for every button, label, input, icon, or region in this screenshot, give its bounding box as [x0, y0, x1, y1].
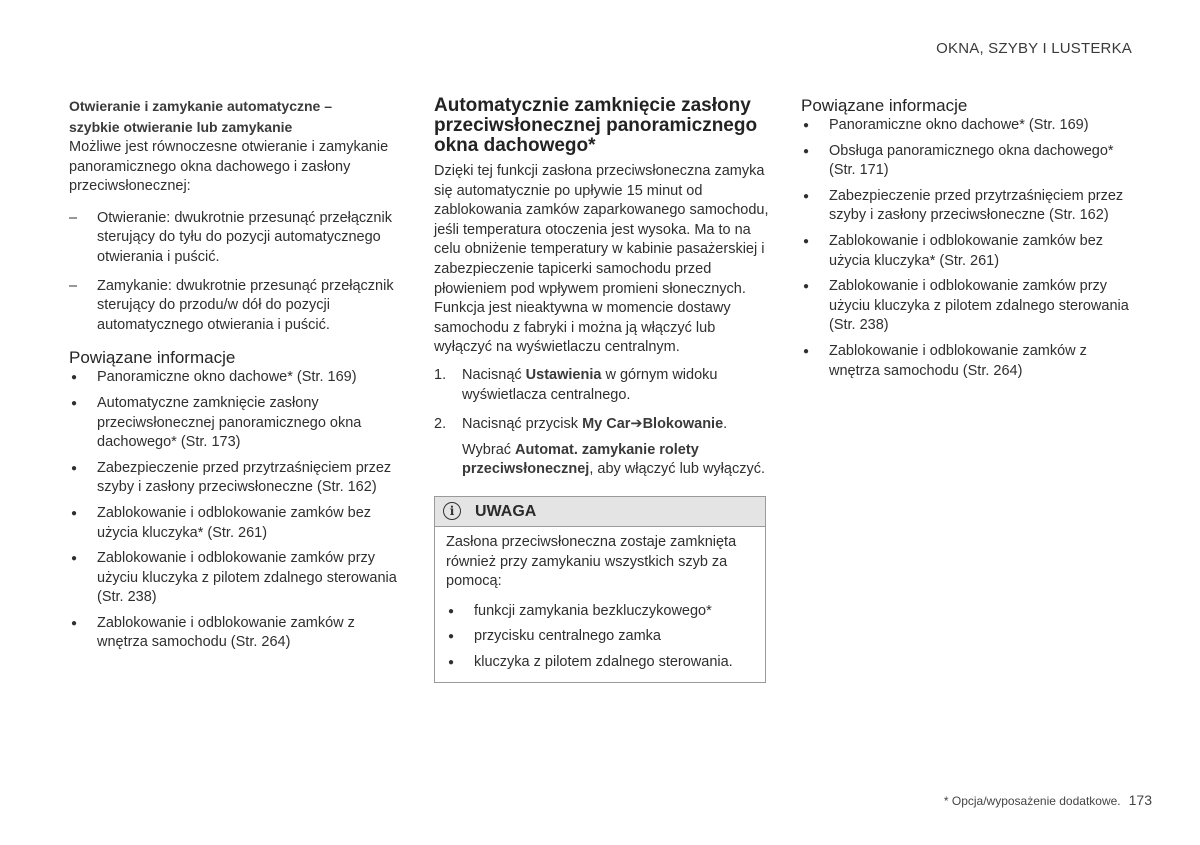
related-link[interactable]: Zablokowanie i odblokowanie zamków przy użyciu kluczyka z pilotem zdalnego sterowania (Str. 238): [97, 550, 397, 606]
list-item[interactable]: [69, 459, 409, 498]
section-title-line: przeciwsłonecznej panoramicznego: [434, 115, 758, 136]
footnote: * Opcja/wyposażenie dodatkowe.: [943, 794, 1121, 808]
section-title-line: Automatycznie zamknięcie zasłony: [434, 95, 751, 116]
note-body: [435, 527, 765, 683]
list-item-text: Otwieranie: dwukrotnie przesunąć przełącznik sterujący do tyłu do pozycji automatycznego otwierania i puścić.: [97, 209, 392, 265]
list-item: [446, 653, 753, 673]
page-footer: [944, 792, 1152, 808]
bullet-icon: ●: [448, 631, 455, 643]
bullet-icon: ●: [71, 372, 78, 384]
related-link[interactable]: Automatyczne zamknięcie zasłony przeciwsłonecznej panoramicznego okna dachowego* (Str. 173): [97, 394, 362, 451]
list-item[interactable]: [801, 187, 1141, 226]
bullet-icon: ●: [71, 507, 78, 519]
dash-list: [69, 209, 409, 336]
subsection-heading-line: Otwieranie i zamykanie automatyczne –: [69, 98, 332, 114]
subsection-heading: [69, 96, 409, 138]
related-link[interactable]: Zablokowanie i odblokowanie zamków z wnętrza samochodu (Str. 264): [829, 342, 1087, 379]
bullet-icon: ●: [71, 553, 78, 565]
related-link[interactable]: Zabezpieczenie przed przytrzaśnięciem przez szyby i zasłony przeciwsłoneczne (Str. 162): [829, 187, 1124, 224]
bullet-icon: ●: [71, 617, 78, 629]
bullet-icon: ●: [803, 345, 810, 357]
related-info-list: [801, 116, 1141, 381]
section-title-line: okna dachowego*: [434, 135, 596, 156]
bullet-icon: ●: [803, 235, 810, 247]
step-text: .: [723, 416, 728, 433]
list-item[interactable]: [801, 116, 1141, 136]
step-substep: [434, 441, 774, 480]
step-number: 2.: [434, 416, 447, 433]
dash-mark: –: [69, 277, 78, 294]
list-item-text: przycisku centralnego zamka: [474, 628, 661, 645]
section-header: OKNA, SZYBY I LUSTERKA: [936, 40, 1132, 57]
related-link[interactable]: Zablokowanie i odblokowanie zamków bez użycia kluczyka* (Str. 261): [97, 504, 372, 541]
list-item[interactable]: [69, 504, 409, 543]
right-column: [801, 96, 1141, 387]
bullet-icon: ●: [448, 656, 455, 668]
list-item: [69, 277, 409, 336]
list-item[interactable]: [801, 342, 1141, 381]
availability-paragraph: Funkcja jest nieaktywna w momencie dostawy samochodu z fabryki i można ją włączyć lub wyłączyć na wyświetlaczu centralnym.: [434, 300, 731, 356]
bullet-icon: ●: [803, 281, 810, 293]
bullet-icon: ●: [448, 605, 455, 617]
related-link[interactable]: Panoramiczne okno dachowe* (Str. 169): [97, 369, 357, 386]
list-item[interactable]: [801, 232, 1141, 271]
bullet-icon: ●: [803, 145, 810, 157]
list-item[interactable]: [69, 394, 409, 453]
auto-close-option-label: Automat. zamykanie rolety przeciwsłonecznej: [462, 441, 699, 478]
description-paragraph: Dzięki tej funkcji zasłona przeciwsłoneczna zamyka się automatycznie po upływie 15 minut od zablokowania zamków zaparkowanego samochodu, jeśli temperatura otoczenia jest wysoka. Ma to na celu obniżenie temperatury w kabinie pasażerskiej i zabezpieczenie tapicerki samochodu przed płowieniem pod wpływem promieni słonecznych.: [434, 163, 769, 297]
list-item[interactable]: [69, 549, 409, 608]
step-text: Wybrać: [462, 441, 516, 458]
dash-mark: –: [69, 209, 78, 226]
list-item[interactable]: [69, 368, 409, 388]
my-car-menu-label: My Car: [582, 416, 631, 433]
list-item: [69, 209, 409, 268]
related-link[interactable]: Zablokowanie i odblokowanie zamków z wnętrza samochodu (Str. 264): [97, 614, 355, 651]
related-link[interactable]: Zabezpieczenie przed przytrzaśnięciem przez szyby i zasłony przeciwsłoneczne (Str. 162): [97, 459, 392, 496]
info-icon: i: [443, 502, 461, 520]
left-column: [69, 96, 409, 659]
locking-menu-label: Blokowanie: [642, 416, 724, 433]
step-item: [434, 415, 774, 435]
settings-menu-label: Ustawienia: [525, 366, 602, 383]
step-text: Nacisnąć: [462, 366, 526, 383]
bullet-icon: ●: [803, 120, 810, 131]
step-text: , aby włączyć lub wyłączyć.: [589, 461, 765, 478]
section-title: [434, 96, 774, 156]
related-info-list: [69, 368, 409, 653]
list-item: [446, 627, 753, 647]
steps-list: [434, 366, 774, 435]
related-link[interactable]: Panoramiczne okno dachowe* (Str. 169): [829, 117, 1089, 133]
related-info-heading: Powiązane informacje: [69, 348, 236, 368]
middle-column: [434, 96, 774, 683]
list-item[interactable]: [69, 614, 409, 653]
note-header: [435, 497, 765, 527]
list-item: [446, 602, 753, 622]
note-list: [446, 602, 753, 673]
related-link[interactable]: Obsługa panoramicznego okna dachowego* (Str. 171): [829, 142, 1114, 179]
list-item-text: Zamykanie: dwukrotnie przesunąć przełącznik sterujący do przodu/w dół do pozycji automatycznego otwierania i puścić.: [97, 277, 394, 333]
subsection-heading-line: szybkie otwieranie lub zamykanie: [69, 119, 293, 135]
related-link[interactable]: Zablokowanie i odblokowanie zamków bez użycia kluczyka* (Str. 261): [829, 232, 1104, 269]
note-box: [434, 496, 766, 684]
related-info-heading: Powiązane informacje: [801, 96, 968, 115]
step-text: w górnym widoku wyświetlacza centralnego.: [462, 366, 718, 403]
page-number: 173: [1128, 792, 1152, 808]
related-link[interactable]: Zablokowanie i odblokowanie zamków przy użyciu kluczyka z pilotem zdalnego sterowania (Str. 238): [829, 278, 1129, 334]
step-item: [434, 366, 774, 405]
step-text: Nacisnąć przycisk: [462, 416, 583, 433]
bullet-icon: ●: [71, 462, 78, 474]
note-title: UWAGA: [475, 502, 537, 520]
intro-paragraph: Możliwe jest równoczesne otwieranie i zamykanie panoramicznego okna dachowego i zasłony przeciwsłonecznej:: [69, 139, 389, 195]
arrow-right-icon: ➔: [630, 416, 643, 433]
bullet-icon: ●: [803, 190, 810, 202]
list-item-text: funkcji zamykania bezkluczykowego*: [474, 602, 712, 619]
list-item[interactable]: [801, 142, 1141, 181]
list-item-text: kluczyka z pilotem zdalnego sterowania.: [474, 653, 733, 670]
bullet-icon: ●: [71, 397, 78, 409]
step-number: 1.: [434, 366, 447, 383]
list-item[interactable]: [801, 277, 1141, 336]
note-text: Zasłona przeciwsłoneczna zostaje zamknięta również przy zamykaniu wszystkich szyb za pomocą:: [446, 533, 737, 590]
